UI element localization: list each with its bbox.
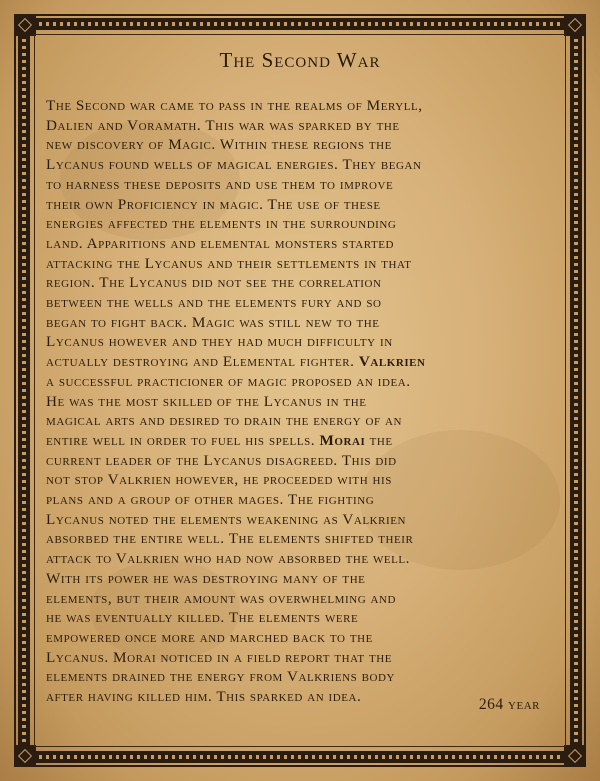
text-line: Lycanus noted the elements weakening as Valkrien [46,510,407,528]
text-line: new discovery of Magic. Within these regions the [46,136,392,154]
text-segment: actually destroying and Elemental fighter. [46,353,355,371]
body-text [46,96,556,707]
text-line: current leader of the Lycanus disagreed. This did [46,451,397,469]
text-line: Lycanus found wells of magical energies. They began [46,156,422,174]
text-line: energies affected the elements in the surrounding [46,215,397,233]
text-line: to harness these deposits and use them to improve [46,175,394,193]
text-line: elements, but their amount was overwhelming and [46,589,397,607]
ornamental-border-top [18,18,582,30]
text-line: their own Proficiency in magic. The use of these [46,195,381,213]
text-line: magical arts and desired to drain the energy of an [46,412,402,430]
text-line: With its power he was destroying many of the [46,569,366,587]
text-line: Lycanus however and they had much difficulty in [46,333,393,351]
corner-ornament [564,14,586,36]
text-line-with-name [46,431,556,451]
text-line: Dalien and Voramath. This war was sparked by the [46,116,400,134]
ornamental-border-right [570,18,582,763]
text-line: attack to Valkrien who had now absorbed the well. [46,550,411,568]
text-line: empowered once more and marched back to the [46,628,373,646]
text-line: The Second war came to pass in the realms of Meryll, [46,97,423,114]
text-line: after having killed him. This sparked an idea. [46,688,362,706]
corner-ornament [564,745,586,767]
text-line: Lycanus. Morai noticed in a field report that the [46,648,393,666]
text-line: he was eventually killed. The elements were [46,609,359,627]
text-line: attacking the Lycanus and their settlements in that [46,254,412,272]
text-segment: the [365,431,393,449]
ornamental-border-left [18,18,30,763]
text-line: plans and a group of other mages. The fighting [46,491,375,509]
text-line-with-name [46,352,556,372]
text-line: not stop Valkrien however, he proceeded with his [46,471,392,489]
corner-ornament [14,745,36,767]
text-line: elements drained the energy from Valkriens body [46,668,395,686]
text-line: He was the most skilled of the Lycanus in the [46,392,367,410]
text-line: region. The Lycanus did not see the correlation [46,274,382,292]
text-line: absorbed the entire well. The elements shifted their [46,530,414,548]
corner-ornament [14,14,36,36]
text-line: between the wells and the elements fury and so [46,294,382,312]
text-line: began to fight back. Magic was still new to the [46,313,380,331]
text-line: a successful practicioner of magic proposed an idea. [46,372,411,390]
name-valkrien: Valkrien [358,353,426,371]
text-line: land. Apparitions and elemental monsters started [46,234,394,252]
year-label: 264 year [478,696,540,713]
ornamental-border-bottom [18,751,582,763]
page-title: The Second War [219,48,381,72]
text-segment: entire well in order to fuel his spells. [46,431,316,449]
name-morai: Morai [319,431,366,449]
